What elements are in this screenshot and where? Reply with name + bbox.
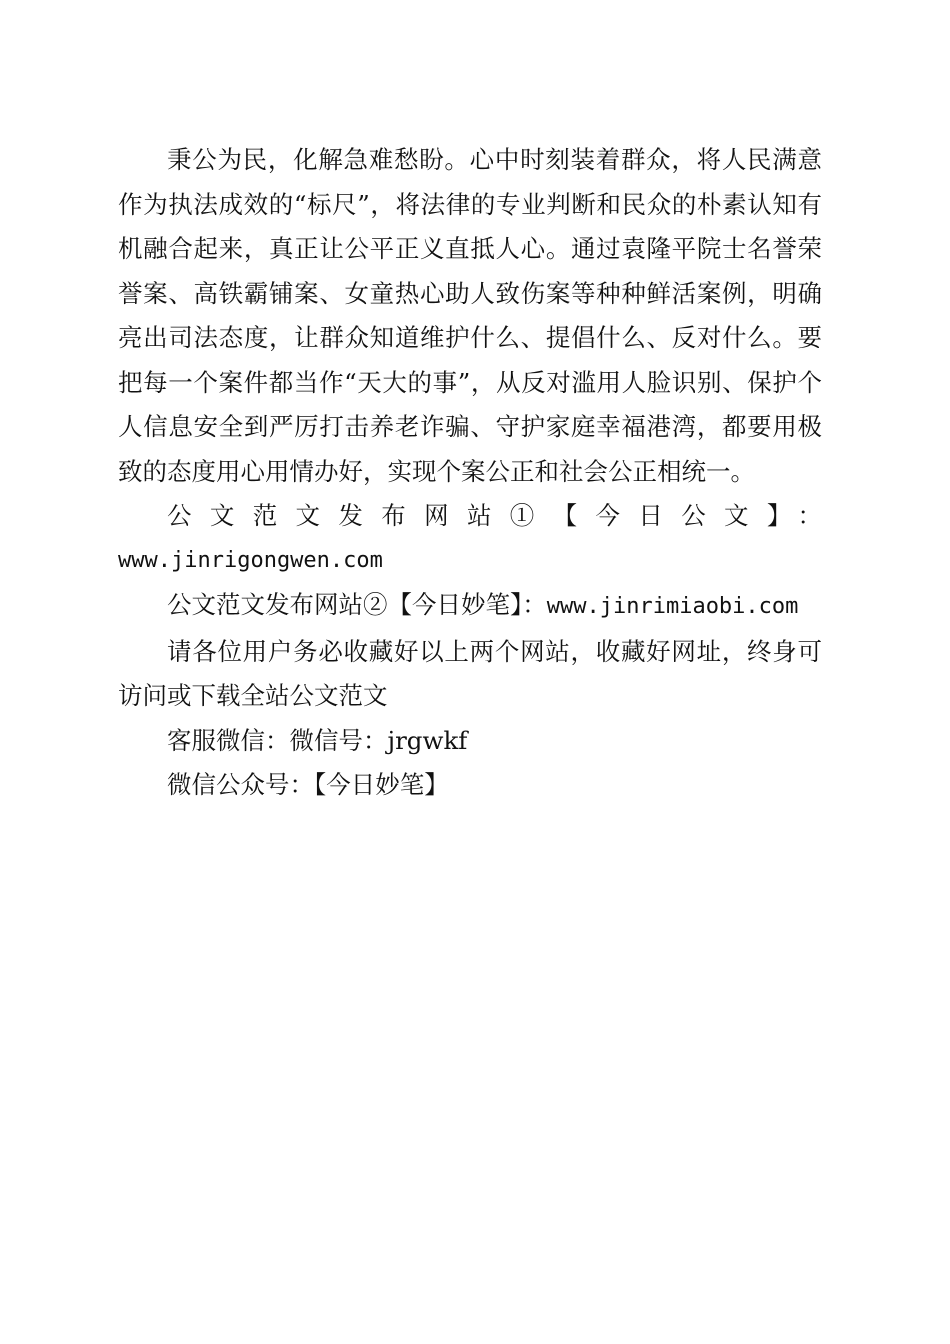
main-paragraph: 秉公为民，化解急难愁盼。心中时刻装着群众，将人民满意作为执法成效的“标尺”，将法律的专业判断和民众的朴素认知有机融合起来，真正让公平正义直抵人心。通过袁隆平院士名誉荣誉案、高铁霸铺案、女童热心助人致伤案等种种鲜活案例，明确亮出司法态度，让群众知道维护什么、提倡什么、反对什么。要把每一个案件都当作“天大的事”，从反对滥用人脸识别、保护个人信息安全到严厉打击养老诈骗、守护家庭幸福港湾，都要用极致的态度用心用情办好，实现个案公正和社会公正相统一。	[118, 145, 822, 486]
notice-paragraph: 请各位用户务必收藏好以上两个网站，收藏好网址，终身可访问或下载全站公文范文	[118, 636, 822, 710]
document-body	[118, 138, 822, 808]
site2-paragraph	[118, 583, 822, 630]
site1-url-link[interactable]: www.jinrigongwen.com	[118, 547, 383, 573]
service-wechat-paragraph: 客服微信：微信号：jrgwkf	[167, 725, 468, 755]
site1-label: 公文范文发布网站①【今日公文】：	[167, 501, 822, 530]
site2-label: 公文范文发布网站②【今日妙笔】：	[167, 590, 547, 619]
site2-url-link[interactable]: www.jinrimiaobi.com	[546, 594, 799, 619]
site1-paragraph	[118, 494, 822, 583]
official-account-paragraph: 微信公众号：【今日妙笔】	[167, 770, 449, 799]
